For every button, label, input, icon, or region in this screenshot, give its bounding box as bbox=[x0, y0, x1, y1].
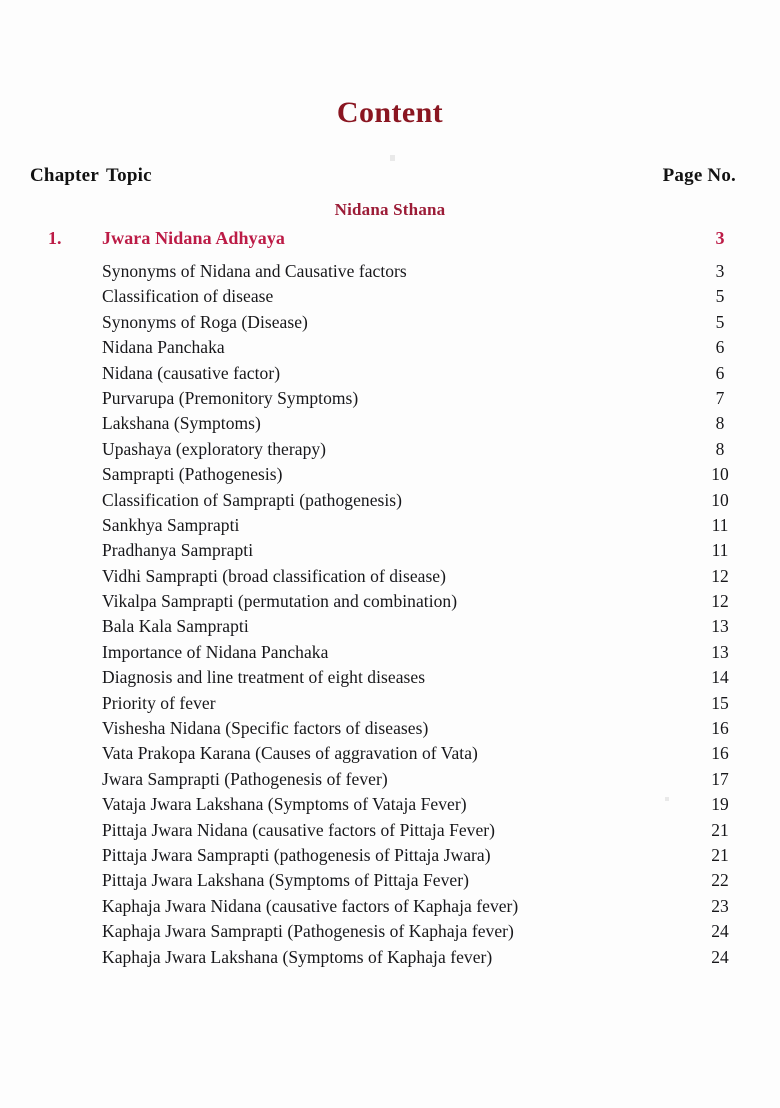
toc-entry-page-number: 12 bbox=[711, 565, 729, 586]
toc-entry[interactable] bbox=[0, 413, 780, 438]
toc-entry-title[interactable]: Pittaja Jwara Lakshana (Symptoms of Pittaja Fever) bbox=[102, 870, 470, 891]
column-header-page-no: Page No. bbox=[662, 165, 736, 186]
toc-entry-page-number: 8 bbox=[715, 413, 725, 434]
toc-entry[interactable] bbox=[0, 845, 780, 870]
toc-entry-title[interactable]: Kaphaja Jwara Lakshana (Symptoms of Kaphaja fever) bbox=[102, 946, 493, 967]
toc-entry-title[interactable]: Classification of Samprapti (pathogenesis) bbox=[102, 489, 403, 510]
toc-entry-title[interactable]: Nidana (causative factor) bbox=[102, 362, 281, 383]
toc-entry-title[interactable]: Upashaya (exploratory therapy) bbox=[102, 438, 327, 459]
toc-entry-title[interactable]: Vataja Jwara Lakshana (Symptoms of Vataja Fever) bbox=[102, 794, 467, 815]
toc-entry[interactable] bbox=[0, 743, 780, 768]
toc-entry[interactable] bbox=[0, 540, 780, 565]
toc-entry[interactable] bbox=[0, 921, 780, 946]
scan-artifact bbox=[390, 155, 395, 161]
toc-entry-title[interactable]: Nidana Panchaka bbox=[102, 337, 225, 358]
toc-entry[interactable] bbox=[0, 388, 780, 413]
toc-entry-page-number: 16 bbox=[711, 718, 729, 739]
toc-entry[interactable] bbox=[0, 363, 780, 388]
toc-entry[interactable] bbox=[0, 591, 780, 616]
toc-entry-page-number: 8 bbox=[715, 438, 725, 459]
toc-entry-title[interactable]: Kaphaja Jwara Samprapti (Pathogenesis of Kaphaja fever) bbox=[102, 921, 514, 942]
chapter-row[interactable] bbox=[0, 228, 780, 254]
toc-entry-page-number: 10 bbox=[711, 464, 729, 485]
toc-entry-page-number: 5 bbox=[715, 286, 725, 307]
toc-entry-title[interactable]: Purvarupa (Premonitory Symptoms) bbox=[102, 387, 359, 408]
toc-entry-page-number: 19 bbox=[711, 794, 729, 815]
toc-entry-title[interactable]: Samprapti (Pathogenesis) bbox=[102, 464, 283, 485]
toc-entry-page-number: 10 bbox=[711, 489, 729, 510]
toc-entry-page-number: 21 bbox=[711, 844, 729, 865]
toc-entry[interactable] bbox=[0, 820, 780, 845]
toc-entry-title[interactable]: Classification of disease bbox=[102, 286, 274, 307]
toc-entry-title[interactable]: Lakshana (Symptoms) bbox=[102, 413, 261, 434]
chapter-title[interactable]: Jwara Nidana Adhyaya bbox=[102, 228, 286, 248]
column-header-row bbox=[0, 165, 780, 191]
toc-entry-title[interactable]: Importance of Nidana Panchaka bbox=[102, 641, 329, 662]
toc-entry-title[interactable]: Synonyms of Roga (Disease) bbox=[102, 311, 308, 332]
toc-entry[interactable] bbox=[0, 769, 780, 794]
toc-entry[interactable] bbox=[0, 515, 780, 540]
toc-entry-title[interactable]: Vata Prakopa Karana (Causes of aggravation of Vata) bbox=[102, 743, 478, 764]
toc-entry[interactable] bbox=[0, 312, 780, 337]
toc-entry[interactable] bbox=[0, 261, 780, 286]
column-header-topic: Topic bbox=[106, 165, 152, 186]
toc-entry[interactable] bbox=[0, 896, 780, 921]
toc-entry-page-number: 11 bbox=[711, 540, 729, 561]
toc-entry-title[interactable]: Pittaja Jwara Samprapti (pathogenesis of Pittaja Jwara) bbox=[102, 844, 491, 865]
toc-entry-page-number: 16 bbox=[711, 743, 729, 764]
toc-entry-page-number: 23 bbox=[711, 895, 729, 916]
chapter-number: 1. bbox=[48, 228, 62, 248]
toc-entry-page-number: 15 bbox=[711, 692, 729, 713]
page-title: Content bbox=[336, 96, 444, 129]
toc-entry-title[interactable]: Sankhya Samprapti bbox=[102, 514, 240, 535]
toc-entry-page-number: 24 bbox=[711, 921, 729, 942]
toc-entry-page-number: 5 bbox=[715, 311, 725, 332]
toc-entry[interactable] bbox=[0, 947, 780, 972]
toc-entry[interactable] bbox=[0, 337, 780, 362]
toc-entry-page-number: 14 bbox=[711, 667, 729, 688]
toc-entry-page-number: 13 bbox=[711, 616, 729, 637]
toc-entry-title[interactable]: Priority of fever bbox=[102, 692, 216, 713]
toc-entry[interactable] bbox=[0, 490, 780, 515]
toc-entry[interactable] bbox=[0, 566, 780, 591]
toc-entry-page-number: 6 bbox=[715, 337, 725, 358]
chapter-page-number: 3 bbox=[715, 228, 725, 248]
toc-entry[interactable] bbox=[0, 286, 780, 311]
toc-entry-title[interactable]: Diagnosis and line treatment of eight diseases bbox=[102, 667, 426, 688]
toc-entry-title[interactable]: Vidhi Samprapti (broad classification of disease) bbox=[102, 565, 447, 586]
toc-entry[interactable] bbox=[0, 667, 780, 692]
toc-entry-title[interactable]: Bala Kala Samprapti bbox=[102, 616, 249, 637]
toc-entry[interactable] bbox=[0, 439, 780, 464]
toc-entry-page-number: 6 bbox=[715, 362, 725, 383]
toc-entry-title[interactable]: Pradhanya Samprapti bbox=[102, 540, 254, 561]
toc-entry-page-number: 11 bbox=[711, 514, 729, 535]
toc-entry-list bbox=[0, 261, 780, 972]
toc-entry-page-number: 12 bbox=[711, 591, 729, 612]
toc-entry-page-number: 24 bbox=[711, 946, 729, 967]
toc-entry-title[interactable]: Synonyms of Nidana and Causative factors bbox=[102, 261, 407, 281]
toc-entry[interactable] bbox=[0, 642, 780, 667]
toc-entry-page-number: 3 bbox=[715, 261, 725, 281]
toc-entry-page-number: 13 bbox=[711, 641, 729, 662]
toc-entry-page-number: 17 bbox=[711, 768, 729, 789]
toc-entry-page-number: 7 bbox=[715, 387, 725, 408]
toc-entry-title[interactable]: Kaphaja Jwara Nidana (causative factors of Kaphaja fever) bbox=[102, 895, 519, 916]
toc-entry-page-number: 21 bbox=[711, 819, 729, 840]
toc-entry[interactable] bbox=[0, 616, 780, 641]
toc-entry[interactable] bbox=[0, 794, 780, 819]
toc-entry-title[interactable]: Pittaja Jwara Nidana (causative factors of Pittaja Fever) bbox=[102, 819, 496, 840]
toc-entry-title[interactable]: Jwara Samprapti (Pathogenesis of fever) bbox=[102, 768, 388, 789]
toc-entry[interactable] bbox=[0, 718, 780, 743]
toc-entry-page-number: 22 bbox=[711, 870, 729, 891]
toc-entry[interactable] bbox=[0, 693, 780, 718]
toc-entry[interactable] bbox=[0, 870, 780, 895]
toc-entry-title[interactable]: Vikalpa Samprapti (permutation and combination) bbox=[102, 591, 458, 612]
toc-entry-title[interactable]: Vishesha Nidana (Specific factors of diseases) bbox=[102, 718, 429, 739]
column-header-chapter: Chapter bbox=[30, 165, 99, 186]
toc-entry[interactable] bbox=[0, 464, 780, 489]
section-heading-nidana-sthana: Nidana Sthana bbox=[334, 200, 446, 219]
